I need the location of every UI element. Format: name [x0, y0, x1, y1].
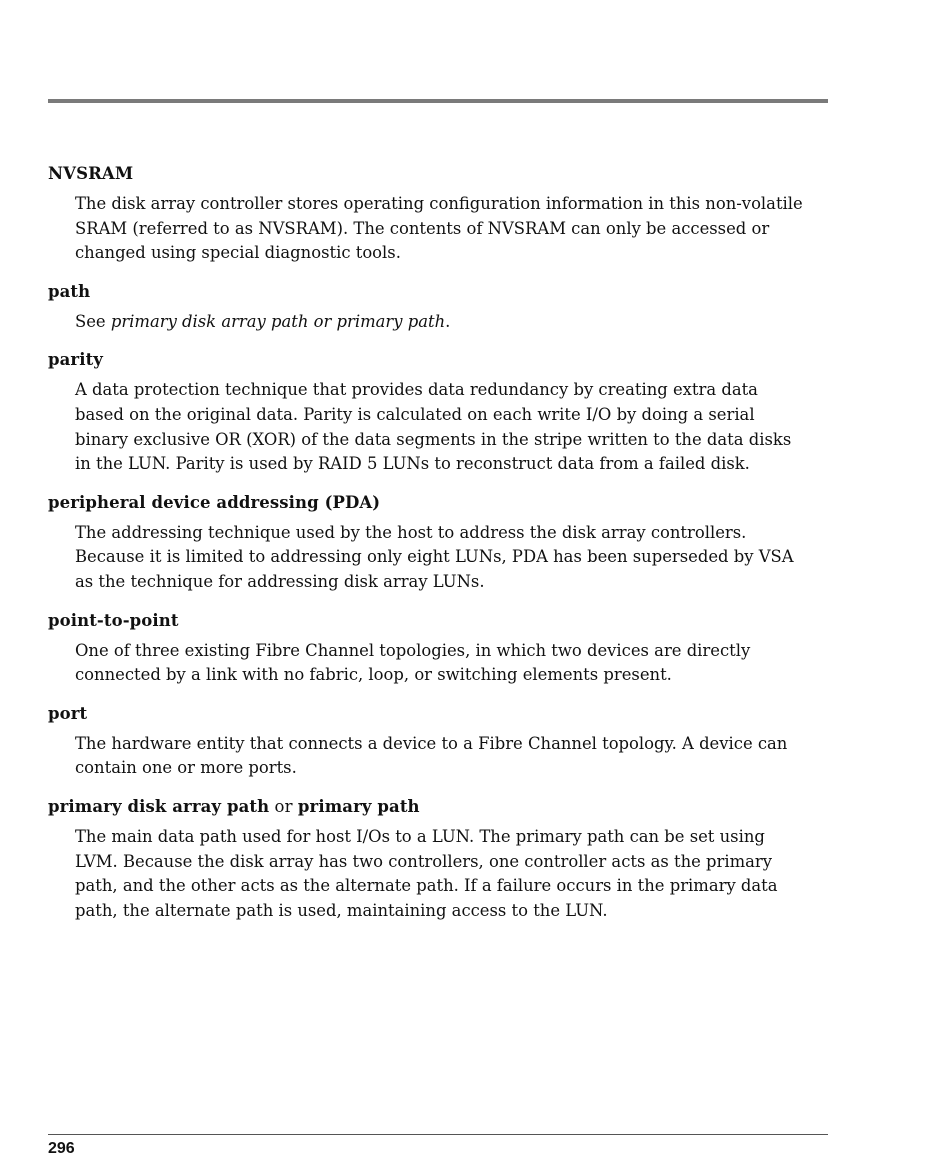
glossary-entry [48, 702, 808, 781]
glossary-entry [48, 609, 808, 688]
term-part-2: primary path [297, 796, 420, 816]
glossary-term [48, 795, 808, 819]
footer-rule [48, 1134, 828, 1135]
see-suffix: . [445, 311, 451, 331]
glossary-term: peripheral device addressing (PDA) [48, 492, 381, 512]
term-joiner: or [269, 796, 298, 816]
cross-reference: primary disk array path or primary path [110, 311, 446, 331]
glossary-term: path [48, 281, 91, 301]
glossary-definition: A data protection technique that provides data redundancy by creating extra data based on the original data. Parity is calculated on each write I/O by doing a serial binary exclusive OR (XOR) of the data segments in the stripe written to the data disks in the LUN. Parity is used by RAID 5 LUNs to reconstruct data from a failed disk. [75, 380, 792, 474]
glossary-entry [48, 162, 808, 266]
glossary-term: parity [48, 350, 103, 370]
glossary-term: port [48, 703, 88, 723]
term-part-1: primary disk array path [48, 796, 270, 816]
glossary-term: NVSRAM [48, 164, 134, 183]
glossary-definition [75, 310, 805, 335]
header-rule [48, 99, 828, 103]
glossary-definition: The addressing technique used by the host to address the disk array controllers. Because it is limited to addressing only eight LUNs, PDA has been superseded by VSA as the technique for addressing disk array LUNs. [75, 522, 794, 591]
glossary-definition: The main data path used for host I/Os to a LUN. The primary path can be set using LVM. Because the disk array has two controllers, one controller acts as the primary path, and the other acts as the alternate path. If a failure occurs in the primary data path, the alternate path is used, maintaining access to the LUN. [75, 826, 778, 920]
page-number: 296 [48, 1140, 75, 1157]
glossary-entry [48, 795, 808, 923]
glossary-entry [48, 280, 808, 335]
see-prefix: See [75, 311, 111, 331]
glossary-definition: The hardware entity that connects a device to a Fibre Channel topology. A device can contain one or more ports. [75, 733, 788, 778]
glossary-entry [48, 348, 808, 476]
glossary-definition: One of three existing Fibre Channel topologies, in which two devices are directly connected by a link with no fabric, loop, or switching elements present. [75, 640, 751, 685]
glossary [48, 162, 808, 937]
glossary-definition: The disk array controller stores operating configuration information in this non-volatile SRAM (referred to as NVSRAM). The contents of NVSRAM can only be accessed or changed using special diagnostic tools. [75, 194, 803, 263]
glossary-entry [48, 491, 808, 595]
glossary-term: point-to-point [48, 610, 179, 630]
